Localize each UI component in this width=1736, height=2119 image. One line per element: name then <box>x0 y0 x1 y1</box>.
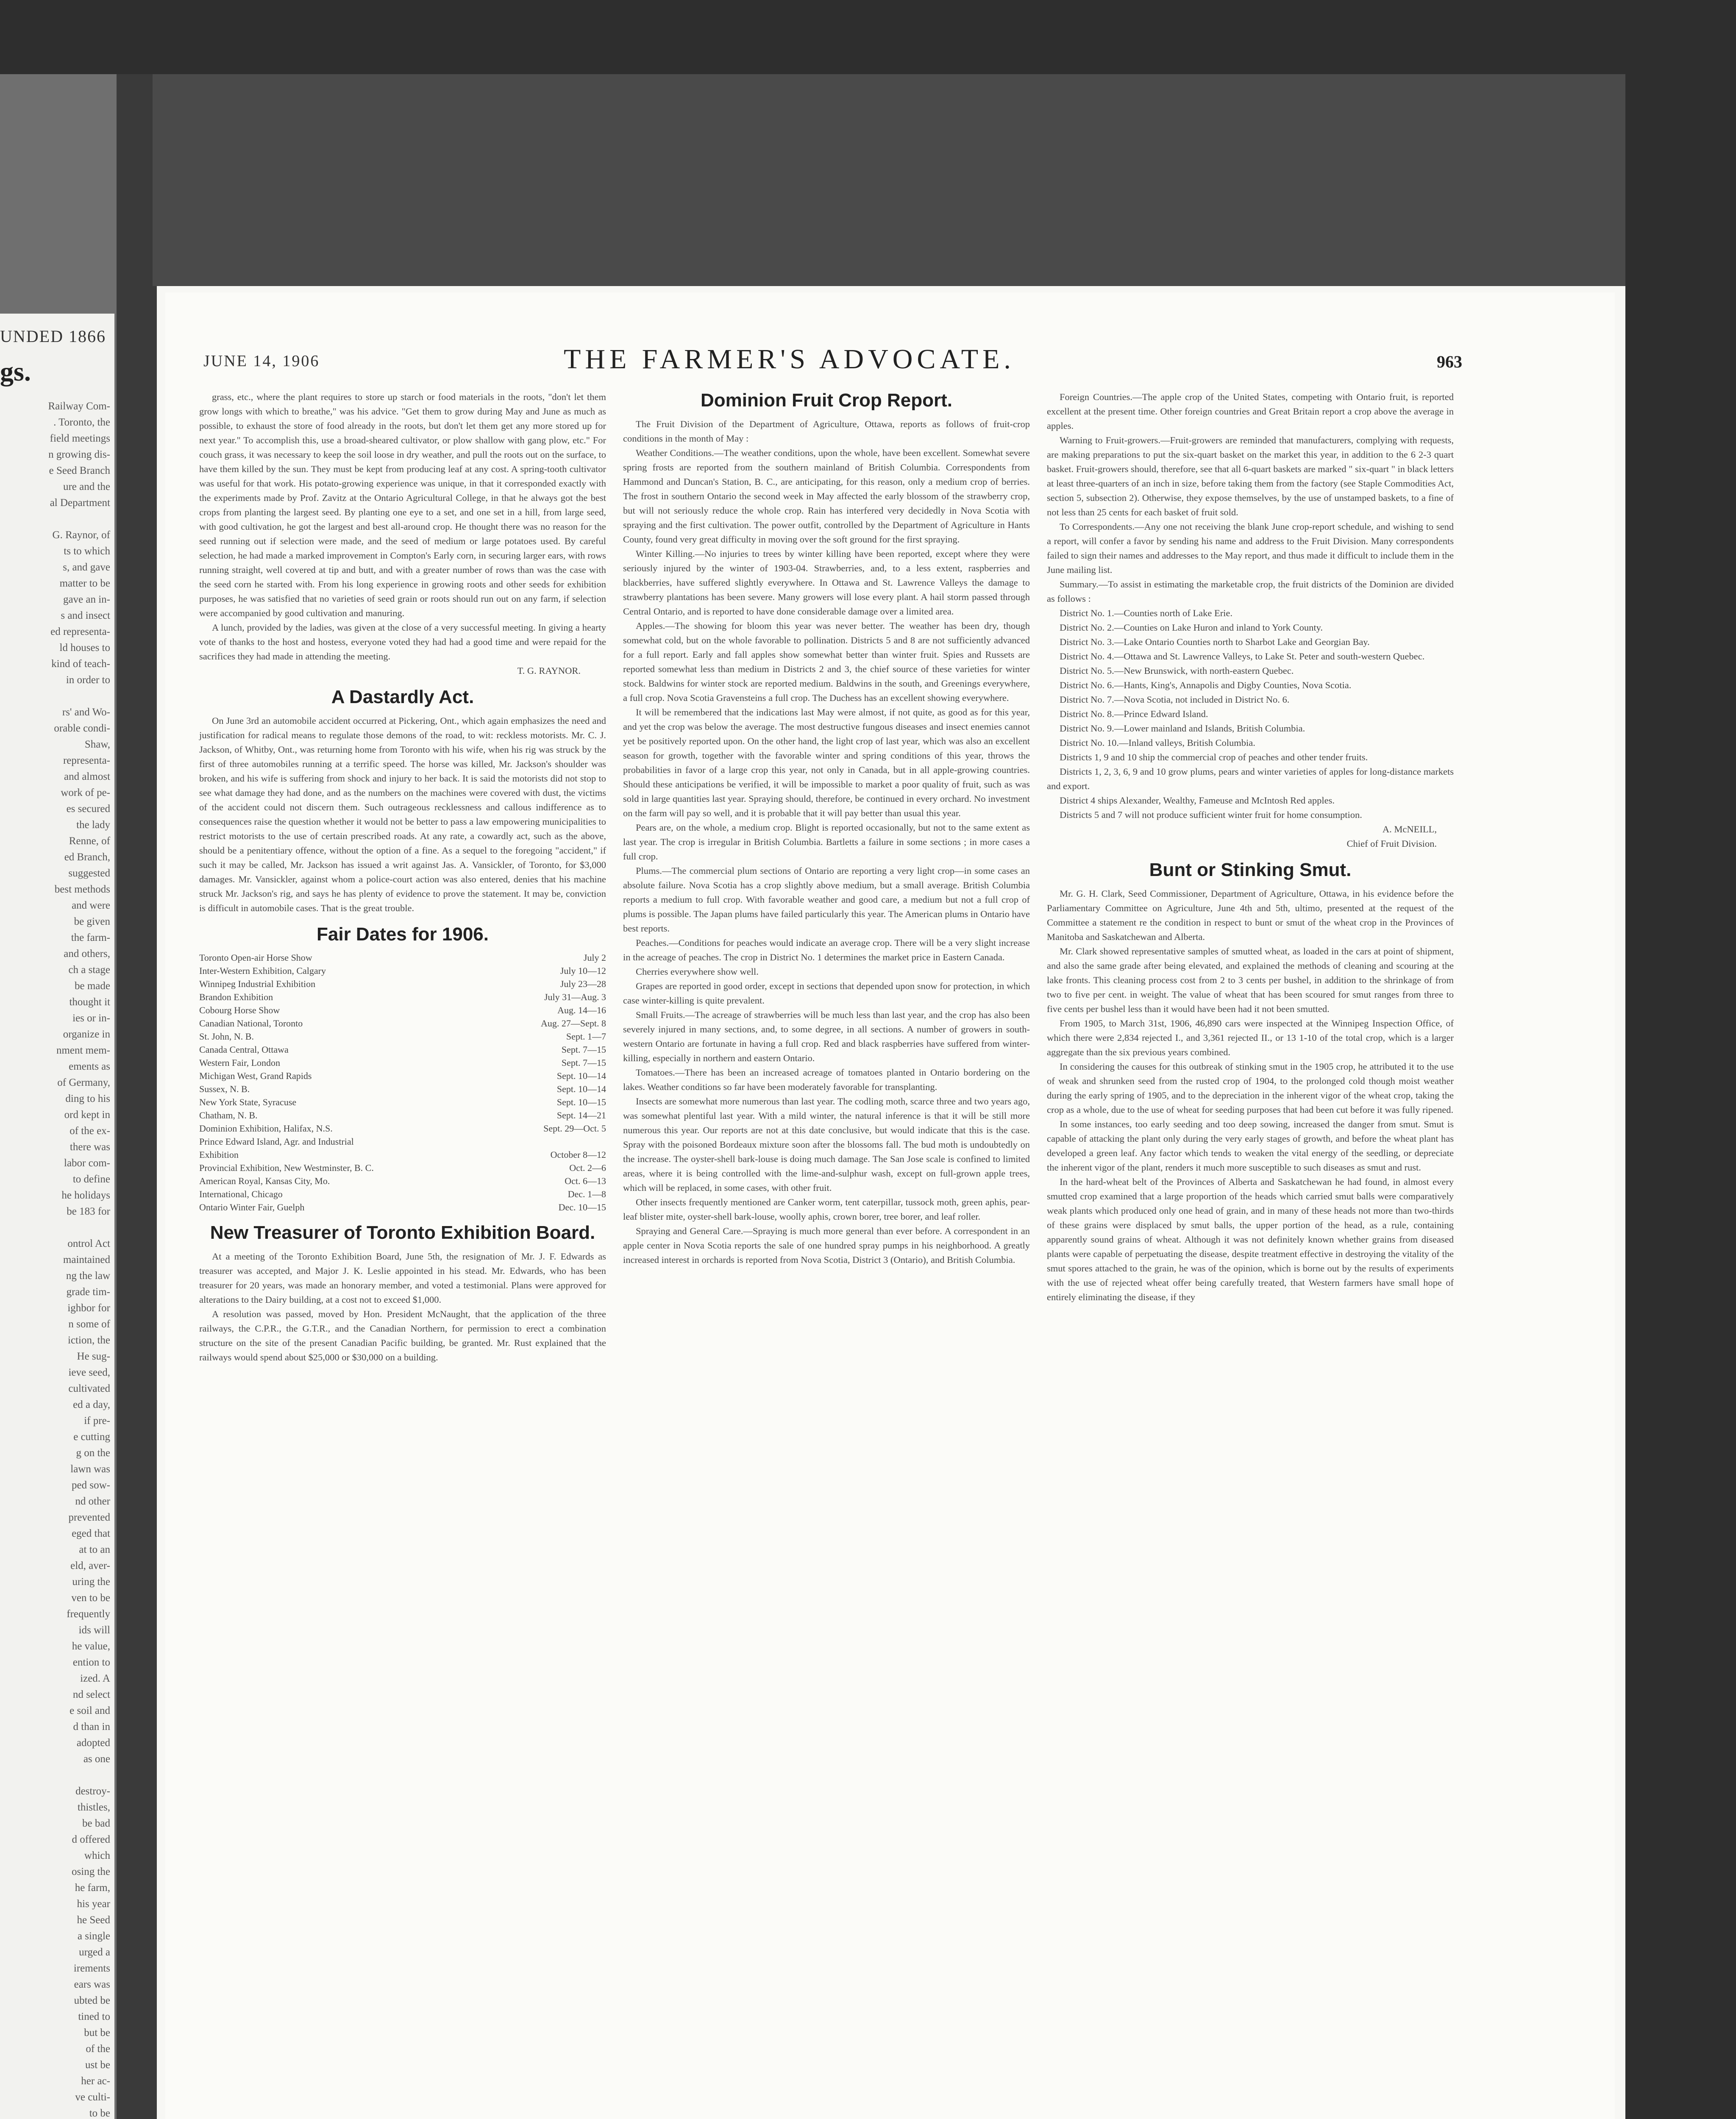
previous-page-line: ord kept in <box>64 1109 110 1121</box>
fair-name: International, Chicago <box>199 1189 283 1199</box>
previous-page-line: n growing dis- <box>48 449 110 460</box>
fair-name: Exhibition <box>199 1149 239 1160</box>
previous-page-line: ontrol Act <box>67 1238 110 1249</box>
fair-name: Provincial Exhibition, New Westminster, B. C. <box>199 1162 374 1173</box>
paragraph: Pears are, on the whole, a medium crop. Blight is reported occasionally, but not to the same extent as last year. The crop is irregular in British Columbia. Bartletts a failure in some sections ; in more cases a full crop. <box>623 822 1030 862</box>
fair-name: Inter-Western Exhibition, Calgary <box>199 965 326 976</box>
fair-name: Western Fair, London <box>199 1057 281 1068</box>
fair-row <box>199 1069 606 1082</box>
fair-row <box>199 1187 606 1201</box>
fruit-crop-body <box>623 417 1030 1267</box>
previous-page-line: but be <box>84 2027 110 2038</box>
paragraph: A resolution was passed, moved by Hon. President McNaught, that the application of the three railways, the C.P.R., the G.T.R., and the Canadian Northern, for permission to erect a combination structure on the site of the present Canadian Pacific building, be granted. Mr. Rust explained that the railways would spend about $25,000 or $30,000 on a building. <box>199 1309 606 1363</box>
previous-page-line: e soil and <box>70 1705 110 1716</box>
previous-page-line: labor com- <box>64 1157 110 1169</box>
previous-page-line: organize in <box>63 1029 110 1040</box>
paragraph: District 4 ships Alexander, Wealthy, Fameuse and McIntosh Red apples. <box>1060 795 1335 806</box>
previous-page-line: ighbor for <box>67 1302 110 1314</box>
previous-page-line: representa- <box>63 755 110 766</box>
fair-row <box>199 1056 606 1069</box>
previous-page-line: of Germany, <box>57 1077 110 1088</box>
previous-page-line: his year <box>77 1898 110 1910</box>
previous-page-line: irements <box>73 1963 110 1974</box>
column-1 <box>199 390 606 1365</box>
page-number: 963 <box>1437 352 1462 371</box>
fair-row <box>199 1030 606 1043</box>
masthead-title: THE FARMER'S ADVOCATE. <box>564 344 1015 375</box>
previous-page-line: as one <box>83 1753 110 1765</box>
previous-page-line: matter to be <box>59 578 110 589</box>
paragraph: Summary.—To assist in estimating the marketable crop, the fruit districts of the Dominion are divided as follows : <box>1047 579 1454 604</box>
previous-page-line: s and insect <box>61 610 110 621</box>
previous-page-line: ve culti- <box>75 2091 110 2103</box>
fair-row <box>199 1135 606 1148</box>
fair-name: Chatham, N. B. <box>199 1110 258 1121</box>
previous-page-line: thistles, <box>77 1802 110 1813</box>
previous-page-line: Renne, of <box>69 835 110 847</box>
scan-background-top <box>153 74 1625 286</box>
previous-page-line: he value, <box>72 1641 110 1652</box>
previous-page-line: rs' and Wo- <box>62 706 110 718</box>
previous-page-line: iction, the <box>68 1335 110 1346</box>
fruit-division-signature: A. McNEILL, <box>1382 824 1437 834</box>
previous-page-line: ch a stage <box>68 964 110 976</box>
paragraph: Mr. G. H. Clark, Seed Commissioner, Department of Agriculture, Ottawa, in his evidence before the Parliamentary Committee on Agriculture, June 4th and 5th, ultimo, presented at the request of the Committee a statement re the condition in respect to bunt or smut of the wheat crop in the Provinces of Manitoba and Saskatchewan and Alberta. <box>1047 888 1454 942</box>
previous-page-line: n some of <box>68 1318 110 1330</box>
fruit-crop-continued <box>1047 390 1454 606</box>
previous-page-line: e cutting <box>73 1431 110 1443</box>
previous-page-line: ven to be <box>71 1592 110 1604</box>
previous-page-line: to define <box>72 1174 110 1185</box>
fair-row <box>199 1043 606 1056</box>
previous-page-line: he farm, <box>75 1882 110 1894</box>
previous-page-line: he Seed <box>77 1914 110 1926</box>
previous-page-line: at to an <box>79 1544 110 1555</box>
previous-page-line: orable condi- <box>54 723 110 734</box>
previous-page-line: maintained <box>63 1254 110 1265</box>
paragraph: District No. 4.—Ottawa and St. Lawrence Valleys, to Lake St. Peter and south-western Quebec. <box>1060 651 1425 662</box>
previous-page-line: work of pe- <box>61 787 110 798</box>
previous-page-line: d offered <box>72 1834 110 1845</box>
fair-date: Sept. 7—15 <box>561 1057 606 1068</box>
paragraph: District No. 10.—Inland valleys, British Columbia. <box>1060 737 1255 748</box>
fair-date: Sept. 29—Oct. 5 <box>543 1123 606 1134</box>
fair-row <box>199 1004 606 1017</box>
previous-page-line: uring the <box>72 1576 110 1588</box>
fair-row <box>199 1082 606 1096</box>
fair-name: Dominion Exhibition, Halifax, N.S. <box>199 1123 333 1134</box>
previous-page-line: suggested <box>68 868 110 879</box>
newspaper-page <box>165 292 1615 2119</box>
fair-row <box>199 964 606 977</box>
previous-page-line: Railway Com- <box>48 400 110 412</box>
previous-page-line: al Department <box>50 497 110 509</box>
fair-date: Sept. 7—15 <box>561 1044 606 1055</box>
previous-page-line: frequently <box>67 1608 110 1620</box>
previous-page-text <box>0 398 110 2119</box>
paragraph: District No. 2.—Counties on Lake Huron and inland to York County. <box>1060 622 1323 633</box>
previous-page-line: eged that <box>72 1528 110 1539</box>
previous-page-line <box>0 511 110 527</box>
fair-row <box>199 1148 606 1161</box>
previous-page-header: UNDED 1866 <box>0 327 106 346</box>
previous-page-line: to be <box>89 2108 110 2119</box>
paragraph: District No. 6.—Hants, King's, Annapolis and Digby Counties, Nova Scotia. <box>1060 680 1352 690</box>
previous-page-line: cultivated <box>68 1383 110 1394</box>
bunt-smut-body <box>1047 887 1454 1304</box>
paragraph: A lunch, provided by the ladies, was given at the close of a very successful meeting. In giving a hearty vote of thanks to the host and hostess, everyone voted they had had a good time and were repaid for the sacrifices they had made in attending the meeting. <box>199 622 606 662</box>
previous-page-line: ding to his <box>65 1093 110 1104</box>
paragraph: Districts 1, 9 and 10 ship the commercial crop of peaches and other tender fruits. <box>1060 752 1368 762</box>
paragraph: Foreign Countries.—The apple crop of the United States, competing with Ontario fruit, is reported excellent at the present time. Other foreign countries and Great Britain report a crop above the average in apples. <box>1047 392 1454 431</box>
paragraph: Warning to Fruit-growers.—Fruit-growers are reminded that manufacturers, complying with requests, are making preparations to put the six-quart basket on the market this year, in addition to the 6 2-3 quart basket. Fruit-growers should, therefore, see that all 6-quart baskets are marked " six-quart " in black letters at least three-quarters of an inch in size, before taking them from the factory (see Staple Commodities Act, section 5, subsection 2). Otherwise, they expose themselves, by the use of unstamped baskets, to a fine of not less than 25 cents for each basket of fruit sold. <box>1047 435 1454 517</box>
previous-page-line: . Toronto, the <box>53 417 110 428</box>
paragraph: Peaches.—Conditions for peaches would indicate an average crop. There will be a very slight increase in the acreage of peaches. The crop in District No. 1 determines the market price in Eastern Canada. <box>623 937 1030 962</box>
paragraph: On June 3rd an automobile accident occurred at Pickering, Ont., which again emphasizes the need and justification for radical means to regulate those demons of the road, to wit: reckless motorists. Mr. C. J. Jackson, of Whitby, Ont., was returning home from Toronto with his wife, when his rig was struck by the first of three automobiles running at a terrific speed. The horse was killed, Mr. Jackson's shoulder was broken, and his wife is suffering from shock and injury to her back. It is said the motorists did not stop to see what damage they had done, and as the numbers on the machines were covered with dust, the victims of the accident could not discern them. Such outrageous recklessness and callous indifference as to consequences raise the question whether it would not be better to pass a law empowering municipalities to restrict motorists to the use of certain prescribed roads. At any rate, a cowardly act, such as the above, should be a penitentiary offence, without the option of a fine. As a sequel to the foregoing "accident," if such it may be called, Mr. Jackson has issued a writ against Jas. A. Vansickler, of Toronto, for $3,000 damages. Mr. Vansickler, against whom a police-court action was also entered, denies that his machine struck Mr. Jackson's rig, and says he has plenty of evidence to prove the statement. It may be, conviction is difficult in automobile cases. That is the great trouble. <box>199 715 606 913</box>
previous-page-line: best methods <box>54 884 110 895</box>
previous-page-line: the farm- <box>71 932 110 943</box>
fair-date: Aug. 27—Sept. 8 <box>541 1018 606 1029</box>
paragraph: It will be remembered that the indications last May were almost, if not quite, as good as for this year, and yet the crop was below the average. The most destructive fungous diseases and insect enemies cannot yet be positively reported upon. On the other hand, the light crop of last year, which was also an excellent season for growth, together with the favorable winter and spring conditions of this year, throws the probabilities in favor of a large crop this year, not only in Canada, but in all apple-growing countries. Should these anticipations be verified, it will be impossible to market a poor quality of fruit, such as was sold in large quantities last year. Spraying should, therefore, be continued in every orchard. No investment on the farm will pay so well, and it is probable that it will pay better than usual this year. <box>623 707 1030 818</box>
district-list <box>1047 606 1454 822</box>
previous-page-line: s, and gave <box>63 562 110 573</box>
paragraph: In considering the causes for this outbreak of stinking smut in the 1905 crop, he attributed it to the use of weak and shrunken seed from the rusted crop of 1904, to the prolonged cold though moist weather during the early spring of 1905, and to the depreciation in the inherent vigor of the wheat crop, taking the crop as a whole, due to the use of wheat for seeding purposes that had been cut before it was fully ripened. <box>1047 1061 1454 1115</box>
previous-page-line: Shaw, <box>84 739 110 750</box>
fair-row <box>199 1122 606 1135</box>
previous-page-line: ld houses to <box>59 642 110 653</box>
paragraph: Weather Conditions.—The weather conditions, upon the whole, have been excellent. Somewhat severe spring frosts are reported from the southern mainland of British Columbia. Correspondents from Hammond and Duncan's Station, B. C., are anticipating, for this reason, only a medium crop of berries. The frost in southern Ontario the second week in May affected the early blossom of the strawberry crop, but will not seriously reduce the whole crop. Rain has interfered very decidedly in Nova Scotia with spraying and the first cultivation. The power outfit, controlled by the Department of Agriculture in Hants County, found very great difficulty in moving over the soft ground for the first spraying. <box>623 448 1030 545</box>
previous-page-line: ts to which <box>64 545 110 557</box>
column-2 <box>623 390 1030 1267</box>
fair-name: Winnipeg Industrial Exhibition <box>199 979 316 989</box>
previous-page-line: ng the law <box>66 1270 110 1282</box>
previous-page-line: ubted be <box>74 1995 110 2006</box>
previous-page-line: g on the <box>76 1447 110 1459</box>
fruit-division-title: Chief of Fruit Division. <box>1347 838 1437 849</box>
previous-page-line: nd select <box>72 1689 110 1700</box>
previous-page-line: of the ex- <box>70 1125 110 1137</box>
fair-name: New York State, Syracuse <box>199 1097 297 1107</box>
page-gutter <box>117 74 157 2119</box>
fair-name: Canada Central, Ottawa <box>199 1044 289 1055</box>
bunt-smut-heading: Bunt or Stinking Smut. <box>1149 859 1352 880</box>
paragraph: Small Fruits.—The acreage of strawberries will be much less than last year, and the crop has also been severely injured in many sections, and, to some degree, in all sections. A number of growers in south-western Ontario are fortunate in having a full crop. Red and black raspberries have suffered from winter-killing, especially in northern and eastern Ontario. <box>623 1009 1030 1063</box>
paragraph: District No. 1.—Counties north of Lake Erie. <box>1060 608 1233 618</box>
fair-row <box>199 951 606 964</box>
previous-page-line: and almost <box>64 771 110 782</box>
previous-page-line: urged a <box>79 1947 110 1958</box>
previous-page-line: eld, aver- <box>70 1560 110 1571</box>
fair-date: Sept. 14—21 <box>556 1110 606 1121</box>
fair-name: Brandon Exhibition <box>199 992 273 1002</box>
fair-row <box>199 1174 606 1187</box>
previous-page-line: ids will <box>78 1624 110 1636</box>
previous-page-line: ieve seed, <box>68 1367 110 1378</box>
microfilm-border-right <box>1625 0 1736 2119</box>
previous-page-line: field meetings <box>50 433 110 444</box>
paragraph: The Fruit Division of the Department of Agriculture, Ottawa, reports as follows of fruit-crop conditions in the month of May : <box>623 419 1030 444</box>
previous-page-line: and were <box>72 900 110 911</box>
previous-page-line: and others, <box>64 948 110 959</box>
paragraph: Districts 1, 2, 3, 6, 9 and 10 grow plums, pears and winter varieties of apples for long-distance markets and export. <box>1047 766 1454 791</box>
fair-row <box>199 977 606 990</box>
fair-date: July 10—12 <box>560 965 606 976</box>
fair-date <box>495 1135 606 1148</box>
fair-name: Prince Edward Island, Agr. and Industrial <box>199 1136 354 1147</box>
microfilm-border-top <box>0 0 1736 74</box>
paragraph: Grapes are reported in good order, except in sections that depended upon snow for protection, in which case winter-killing is quite prevalent. <box>623 981 1030 1006</box>
fruit-crop-heading: Dominion Fruit Crop Report. <box>701 390 952 411</box>
fair-date: Oct. 6—13 <box>565 1176 606 1186</box>
fair-row <box>199 1096 606 1109</box>
paragraph: Cherries everywhere show well. <box>636 966 759 977</box>
paragraph: District No. 5.—New Brunswick, with north-eastern Quebec. <box>1060 665 1294 676</box>
previous-page-line: ped sow- <box>72 1479 110 1491</box>
fair-name: Ontario Winter Fair, Guelph <box>199 1202 305 1212</box>
previous-page-line: adopted <box>76 1737 110 1749</box>
previous-page-line: ed Branch, <box>64 851 110 863</box>
fair-date: Sept. 10—15 <box>556 1097 606 1107</box>
previous-page-line: there was <box>70 1141 110 1153</box>
dastardly-act-heading: A Dastardly Act. <box>331 687 474 707</box>
paragraph: District No. 3.—Lake Ontario Counties north to Sharbot Lake and Georgian Bay. <box>1060 637 1370 647</box>
previous-page-line: es secured <box>66 803 110 815</box>
previous-page-line <box>0 1220 110 1236</box>
issue-date: JUNE 14, 1906 <box>203 352 320 370</box>
previous-page-line: d than in <box>73 1721 110 1732</box>
paragraph: Districts 5 and 7 will not produce sufficient winter fruit for home consumption. <box>1060 809 1362 820</box>
previous-page-line <box>0 1767 110 1783</box>
previous-page-heading: gs. <box>0 356 31 387</box>
previous-page-line: ust be <box>85 2059 110 2071</box>
previous-page-line: osing the <box>72 1866 110 1877</box>
previous-page-line: nd other <box>75 1496 110 1507</box>
previous-page-line: e Seed Branch <box>49 465 110 476</box>
paragraph: Insects are somewhat more numerous than last year. The codling moth, scarce three and two years ago, was somewhat plentiful last year. With a mild winter, the natural inference is that it will be still more numerous this year. Our reports are not at this date conclusive, but would indicate that this is the case. Spray with the poisoned Bordeaux mixture soon after the blossoms fall. The bud moth is undoubtedly on the increase. The oyster-shell bark-louse is doing much damage. The San Jose scale is confined to limited areas, where it is being controlled with the lime-and-sulphur wash, except on full-grown apple trees, which will be replaced, in some cases, with other fruit. <box>623 1096 1030 1193</box>
previous-page-line: the lady <box>76 819 110 831</box>
paragraph: District No. 8.—Prince Edward Island. <box>1060 709 1208 719</box>
previous-page-line: destroy- <box>75 1785 110 1797</box>
previous-page-line: be given <box>74 916 110 927</box>
paragraph: grass, etc., where the plant requires to store up starch or food materials in the roots, "don't let them grow longs with which to breathe," was his advice. "Get them to grow during May and June as much as possible, to exhaust the store of food already in the roots, but don't let them get any more stored up for next year." To accomplish this, use a broad-sheared cultivator, or plow shallow with gang plow, etc." For couch grass, it was necessary to keep the soil loose in dry weather, and pull the roots out on the surface, to have them killed by the sun. They must be kept from producing leaf at any cost. A spring-tooth cultivator was useful for that work. His potato-growing experience was unique, in that it corresponded exactly with the experiments made by Prof. Zavitz at the Ontario Agricultural College, in that he always got the best crops from planting the largest seed. By planting one eye to a set, and one set in a hill, from large seed, with good cultivation, he got the largest and best all-around crop. He thought there was no reason for the seed running out if selection were made, and the seed of medium or large potatoes used. By careful selection, he had made a marked improvement in Compton's Early corn, in securing larger ears, with rows running straight, well covered at tip and butt, and with a greater number of rows than was the case with the seed corn he started with. From his long experience in growing roots and other seeds for exhibition purposes, he was satisfied that no varieties of seed grain or roots should run out on any farm, if selection were accompanied by good cultivation and manuring. <box>199 392 606 618</box>
previous-page-line: of the <box>86 2043 110 2055</box>
fair-date: Dec. 10—15 <box>558 1202 606 1212</box>
fair-row <box>199 1161 606 1174</box>
fair-date: Sept. 1—7 <box>566 1031 606 1042</box>
paragraph: Tomatoes.—There has been an increased acreage of tomatoes planted in Ontario bordering on the lakes. Weather conditions so far have been moderately favorable for transplanting. <box>623 1067 1030 1092</box>
fair-date: July 31—Aug. 3 <box>544 992 606 1002</box>
fair-date: Dec. 1—8 <box>568 1189 606 1199</box>
previous-page-line: prevented <box>68 1512 110 1523</box>
previous-page-line: thought it <box>69 996 110 1008</box>
fair-row <box>199 1109 606 1122</box>
paragraph: From 1905, to March 31st, 1906, 46,890 cars were inspected at the Winnipeg Inspection Office, of which there were 2,834 rejected I., and 3,361 rejected II., or 13 1-10 of the total crop, which is a larger aggregate than the six previous years combined. <box>1047 1018 1454 1057</box>
fair-name: Sussex, N. B. <box>199 1084 250 1094</box>
previous-page-line: ized. A <box>80 1673 110 1684</box>
raynor-article-body <box>199 390 606 664</box>
treasurer-heading: New Treasurer of Toronto Exhibition Board. <box>210 1222 595 1243</box>
previous-page-line: ed representa- <box>50 626 110 637</box>
previous-page-line: ears was <box>74 1979 110 1990</box>
paragraph: Mr. Clark showed representative samples of smutted wheat, as loaded in the cars at point of shipment, and also the same grade after being elevated, and explained the methods of cleaning and scouring at the lake fronts. This cleaning process cost from 2 to 3 cents per bushel, in addition to the shrinkage of from two to five per cent. in weight. The value of wheat that has been scoured for smut ranges from three to five cents per bushel less than it would have been had it not been smutted. <box>1047 946 1454 1014</box>
previous-page-line: if pre- <box>84 1415 110 1427</box>
fair-name: Toronto Open-air Horse Show <box>199 952 312 963</box>
fair-name: American Royal, Kansas City, Mo. <box>199 1176 330 1186</box>
fair-name: Michigan West, Grand Rapids <box>199 1071 312 1081</box>
previous-page-line: gave an in- <box>63 594 110 605</box>
previous-page-line: a single <box>77 1930 110 1942</box>
dastardly-act-body <box>199 714 606 915</box>
previous-page-line: ention to <box>72 1657 110 1668</box>
fair-dates-heading: Fair Dates for 1906. <box>317 924 489 945</box>
paragraph: District No. 7.—Nova Scotia, not included in District No. 6. <box>1060 694 1290 705</box>
previous-page-line: nment mem- <box>56 1045 110 1056</box>
previous-page-line: in order to <box>66 674 110 686</box>
previous-page-line: be bad <box>82 1818 110 1829</box>
fair-row <box>199 1017 606 1030</box>
fair-date: October 8—12 <box>550 1149 606 1160</box>
previous-page-line: ies or in- <box>72 1012 110 1024</box>
fair-name: Cobourg Horse Show <box>199 1005 280 1015</box>
previous-page-line: ure and the <box>63 481 110 492</box>
paragraph: In some instances, too early seeding and too deep sowing, increased the danger from smut. Smut is capable of attacking the plant only during the very early stages of growth, and before the wheat plant has developed a green leaf. Any factor which tends to weaken the vital energy of the seedling, or depreciate the inherent vigor of the plant, renders it much more susceptible to such diseases as smut and rust. <box>1047 1119 1454 1173</box>
previous-page-line: grade tim- <box>66 1286 110 1298</box>
paragraph: District No. 9.—Lower mainland and Islands, British Columbia. <box>1060 723 1305 734</box>
previous-page-line: be 183 for <box>67 1206 110 1217</box>
fair-date: Oct. 2—6 <box>569 1162 606 1173</box>
paragraph: Plums.—The commercial plum sections of Ontario are reporting a very light crop—in some cases an absolute failure. Nova Scotia has a crop slightly above medium, but a small average. British Columbia reports a medium to full crop. With favorable weather and good care, a medium but not a full crop of plums is possible. The Japan plums have failed particularly this year. The American plums in Ontario have best reports. <box>623 865 1030 934</box>
fair-dates-table <box>199 951 606 1214</box>
previous-page-line: lawn was <box>70 1463 110 1475</box>
previous-page-line: kind of teach- <box>51 658 110 670</box>
raynor-signature: T. G. RAYNOR. <box>517 665 581 676</box>
fair-date: July 2 <box>583 952 606 963</box>
treasurer-body <box>199 1249 606 1365</box>
fair-name: St. John, N. B. <box>199 1031 254 1042</box>
column-3 <box>1047 390 1454 1304</box>
fair-date: Sept. 10—14 <box>556 1071 606 1081</box>
previous-page-line: ements as <box>69 1061 110 1072</box>
previous-page-line: ed a day, <box>73 1399 110 1410</box>
paragraph: Apples.—The showing for bloom this year was never better. The weather has been dry, though somewhat cold, but on the whole favorable to pollination. Districts 5 and 8 are not sufficiently advanced for a full report. Early and fall apples show somewhat better than winter fruit. Spies and Russets are reported somewhat less than medium in Districts 2 and 3, the chief source of these varieties for winter stock. Baldwins for winter stock are reported medium. Baldwins in the south, and Greenings everywhere, a full crop. Nova Scotia Gravensteins a full crop. The Duchess has an excellent showing everywhere. <box>623 620 1030 703</box>
paragraph: Spraying and General Care.—Spraying is much more general than ever before. A correspondent in an apple center in Nova Scotia reports the sale of one hundred spray pumps in his neighborhood. A greatly increased interest in orchards is reported from Nova Scotia, District 3 (Ontario), and British Columbia. <box>623 1226 1030 1265</box>
previous-page-line: which <box>84 1850 110 1861</box>
previous-page-line: G. Raynor, of <box>52 529 110 541</box>
previous-page-line <box>0 688 110 704</box>
fair-row <box>199 1201 606 1214</box>
paragraph: In the hard-wheat belt of the Provinces of Alberta and Saskatchewan he had found, in almost every smutted crop examined that a large proportion of the heads which carried smut balls were comparatively weak plants which produced only one head of grain, and in many of these heads not more than two-thirds of these grains were displaced by smut balls, the upper portion of the head, as a rule, containing apparently sound grains of wheat. Although it was not definitely known whether grains from diseased plants were capable of perpetuating the disease, despite treatment effective in destroying the vitality of the smut spores attached to the grain, he was of the opinion, which is borne out by the results of experiments with the use of rejected wheat offer being carefully treated, that Western farmers have small hope of entirely eliminating the disease, if they <box>1047 1176 1454 1302</box>
fair-date: Aug. 14—16 <box>557 1005 606 1015</box>
previous-page-line: he holidays <box>61 1190 110 1201</box>
previous-page-strip <box>0 314 114 2119</box>
paragraph: Other insects frequently mentioned are Canker worm, tent caterpillar, tussock moth, green aphis, pear-leaf blister mite, oyster-shell bark-louse, woolly aphis, crown borer, tree borer, and leaf roller. <box>623 1197 1030 1222</box>
paragraph: At a meeting of the Toronto Exhibition Board, June 5th, the resignation of Mr. J. F. Edwards as treasurer was accepted, and Major J. K. Leslie appointed in his stead. Mr. Edwards, who has been treasurer for 20 years, was made an honorary member, and voted a testimonial. Plans were approved for alterations to the Dairy building, at a cost not to exceed $1,000. <box>199 1251 606 1305</box>
fair-date: Sept. 10—14 <box>556 1084 606 1094</box>
previous-page-line: tined to <box>78 2011 110 2022</box>
fair-date: July 23—28 <box>560 979 606 989</box>
previous-page-line: He sug- <box>77 1351 110 1362</box>
fair-row <box>199 990 606 1004</box>
fair-name: Canadian National, Toronto <box>199 1018 303 1029</box>
paragraph: Winter Killing.—No injuries to trees by winter killing have been reported, except where they were seriously injured by the winter of 1903-04. Strawberries, and, to a less extent, raspberries and blackberries, have suffered slightly everywhere. In Ottawa and St. Lawrence Valleys the damage to strawberry plantations has been severe. Many growers will lose every plant. A hail storm passed through Central Ontario, and is reported to have done considerable damage over a limited area. <box>623 548 1030 617</box>
previous-page-line: her ac- <box>81 2075 110 2087</box>
paragraph: To Correspondents.—Any one not receiving the blank June crop-report schedule, and wishing to send a report, will confer a favor by sending his name and address to the Fruit Division. Many correspondents failed to sign their names and addresses to the May report, and thus made it difficult to include them in the June mailing list. <box>1047 521 1454 575</box>
previous-page-line: be made <box>75 980 110 992</box>
